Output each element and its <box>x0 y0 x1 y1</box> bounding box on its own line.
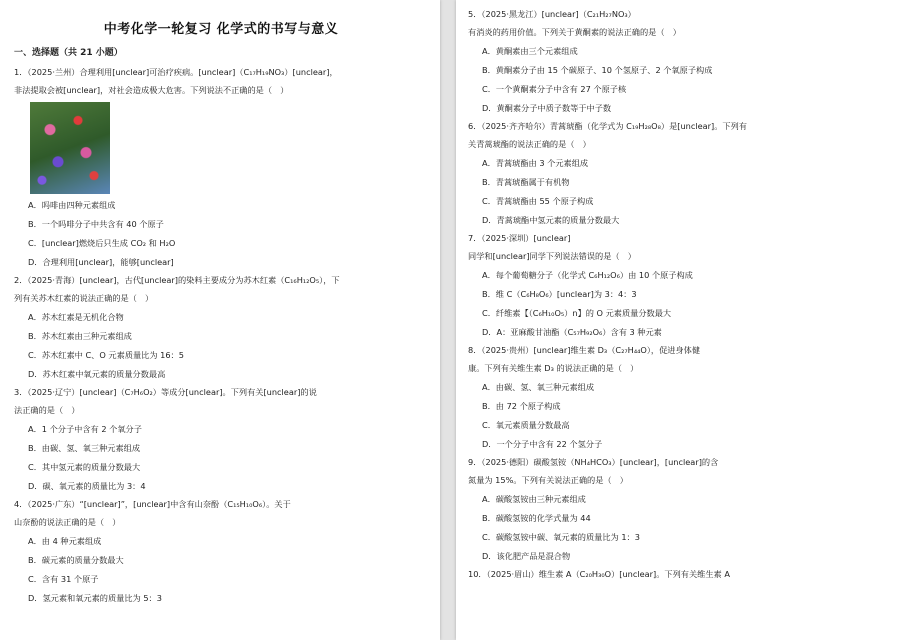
answer-option: D．氢元素和氧元素的质量比为 5：3 <box>28 593 162 603</box>
question-stem-continued: 非法提取会被[unclear]，对社会造成极大危害。下列说法不正确的是（ ） <box>14 85 289 95</box>
document-title: 中考化学一轮复习 化学式的书写与意义 <box>103 22 339 37</box>
answer-option: A．由 4 种元素组成 <box>28 536 102 546</box>
answer-option: B．由 72 个原子构成 <box>482 401 561 411</box>
flower-field-photo <box>30 102 110 194</box>
question-stem-continued: 山奈酚的说法正确的是（ ） <box>14 517 121 527</box>
answer-option: A．黄酮素由三个元素组成 <box>482 46 578 56</box>
answer-option: D．黄酮素分子中质子数等于中子数 <box>482 103 612 113</box>
answer-option: B．青蒿琥酯属于有机物 <box>482 177 570 187</box>
answer-option: B．碳元素的质量分数最大 <box>28 555 124 565</box>
answer-option: C．含有 31 个原子 <box>28 574 99 584</box>
question-stem: 6．（2025·齐齐哈尔）青蒿琥酯（化学式为 C₁₉H₂₈O₈）是[unclear]。下列有 <box>468 121 747 131</box>
answer-option: B．苏木红素由三种元素组成 <box>28 331 132 341</box>
question-stem-continued: 有消炎的药用价值。下列关于黄酮素的说法正确的是（ ） <box>468 27 681 37</box>
question-stem-continued: 同学和[unclear]同学下列说法错误的是（ ） <box>468 251 636 261</box>
section-heading: 一、选择题（共 21 小题） <box>14 48 123 58</box>
answer-option: B．由碳、氢、氧三种元素组成 <box>28 443 141 453</box>
answer-option: D．一个分子中含有 22 个氢分子 <box>482 439 603 449</box>
answer-option: A．由碳、氢、氧三种元素组成 <box>482 382 595 392</box>
question-stem: 5．（2025·黑龙江）[unclear]（C₂₁H₂₇NO₃） <box>468 9 636 19</box>
answer-option: A．苏木红素是无机化合物 <box>28 312 124 322</box>
answer-option: D．碳、氧元素的质量比为 3：4 <box>28 481 146 491</box>
answer-option: D．该化肥产品是混合物 <box>482 551 571 561</box>
answer-option: B．黄酮素分子由 15 个碳原子、10 个氢原子、2 个氧原子构成 <box>482 65 713 75</box>
question-stem: 7．（2025·深圳）[unclear] <box>468 233 571 243</box>
answer-option: A．1 个分子中含有 2 个氧分子 <box>28 424 142 434</box>
answer-option: C．碳酸氢铵中碳、氧元素的质量比为 1：3 <box>482 532 640 542</box>
answer-option: A．碳酸氢铵由三种元素组成 <box>482 494 586 504</box>
answer-option: D．A：亚麻酸甘油酯（C₅₇H₉₂O₆）含有 3 种元素 <box>482 327 662 337</box>
answer-option: B．一个吗啡分子中共含有 40 个原子 <box>28 219 164 229</box>
question-stem: 4．（2025·广东）“[unclear]”，[unclear]中含有山奈酚（C₁₅H₁₀O₆）。关于 <box>14 499 291 509</box>
question-stem: 10．（2025·眉山）维生素 A（C₂₀H₃₀O）[unclear]。下列有关维生素 A <box>468 569 730 579</box>
answer-option: C．青蒿琥酯由 55 个原子构成 <box>482 196 594 206</box>
answer-option: C．纤维素【（C₆H₁₀O₅）n】的 O 元素质量分数最大 <box>482 308 672 318</box>
answer-option: C．氧元素质量分数最高 <box>482 420 570 430</box>
answer-option: C．[unclear]燃烧后只生成 CO₂ 和 H₂O <box>28 238 176 248</box>
answer-option: A．青蒿琥酯由 3 个元素组成 <box>482 158 589 168</box>
answer-option: B．碳酸氢铵的化学式量为 44 <box>482 513 591 523</box>
document-page-right <box>456 0 898 640</box>
page-gutter <box>440 0 456 640</box>
question-stem-continued: 法正确的是（ ） <box>14 405 80 415</box>
answer-option: D．合理利用[unclear]，能够[unclear] <box>28 257 174 267</box>
answer-option: A．吗啡由四种元素组成 <box>28 200 116 210</box>
answer-option: A．每个葡萄糖分子（化学式 C₆H₁₂O₆）由 10 个原子构成 <box>482 270 693 280</box>
question-stem-continued: 列有关苏木红素的说法正确的是（ ） <box>14 293 154 303</box>
question-stem: 2．（2025·青海）[unclear]，古代[unclear]的染料主要成分为苏木红素（C₁₆H₁₂O₅），下 <box>14 275 340 285</box>
question-stem-continued: 康。下列有关维生素 D₃ 的说法正确的是（ ） <box>468 363 639 373</box>
question-stem: 9．（2025·德阳）碳酸氢铵（NH₄HCO₃）[unclear]，[unclear]的含 <box>468 457 719 467</box>
question-list <box>468 6 884 582</box>
answer-option: C．其中氢元素的质量分数最大 <box>28 462 141 472</box>
document-page-left <box>0 0 440 640</box>
answer-option: C．苏木红素中 C、O 元素质量比为 16：5 <box>28 350 184 360</box>
answer-option: D．苏木红素中氧元素的质量分数最高 <box>28 369 166 379</box>
question-stem-continued: 关青蒿琥酯的说法正确的是（ ） <box>468 139 591 149</box>
question-stem: 8．（2025·贵州）[unclear]维生素 D₃（C₂₇H₄₄O），促进身体健 <box>468 345 701 355</box>
answer-option: C．一个黄酮素分子中含有 27 个原子核 <box>482 84 627 94</box>
question-stem: 1．（2025·兰州）合理利用[unclear]可治疗疾病。[unclear]（C₁₇H₁₉NO₃）[unclear]， <box>14 67 338 77</box>
question-stem-continued: 氮量为 15%。下列有关说法正确的是（ ） <box>468 475 628 485</box>
answer-option: D．青蒿琥酯中氢元素的质量分数最大 <box>482 215 620 225</box>
question-stem: 3．（2025·辽宁）[unclear]（C₇H₆O₂）等成分[unclear]。下列有关[unclear]的说 <box>14 387 317 397</box>
answer-option: B．维 C（C₆H₈O₆）[unclear]为 3：4：3 <box>482 289 637 299</box>
question-list <box>14 64 428 608</box>
